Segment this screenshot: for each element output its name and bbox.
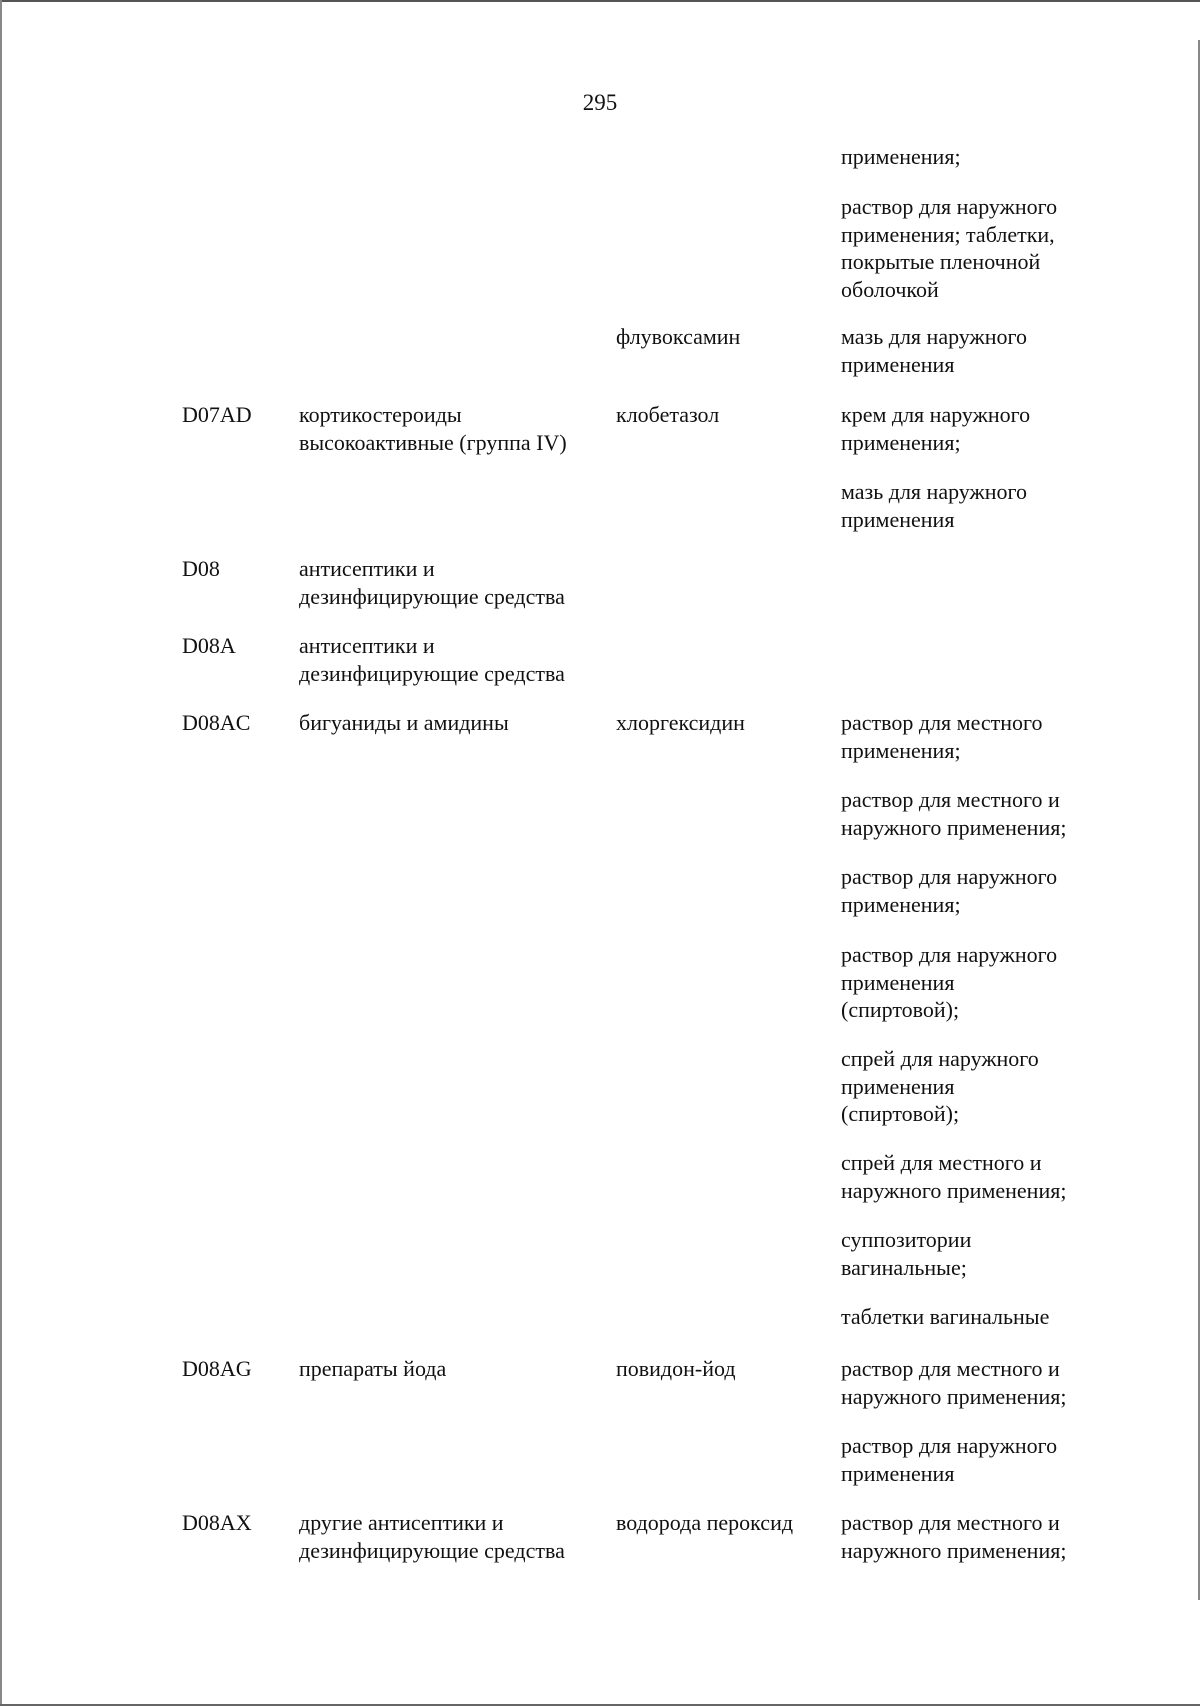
text-line: антисептики и xyxy=(299,633,435,658)
atc-group-name xyxy=(299,632,565,687)
text-line: дезинфицирующие средства xyxy=(299,660,565,686)
text-line: спрей для наружного xyxy=(841,1046,1039,1071)
atc-code: D07AD xyxy=(182,402,252,427)
text-line: раствор для местного xyxy=(841,710,1043,735)
text-line: применения xyxy=(841,1073,955,1099)
text-line: применения xyxy=(841,351,955,377)
text-line: раствор для наружного xyxy=(841,1433,1058,1458)
dosage-form xyxy=(841,1045,1039,1128)
dosage-form xyxy=(841,1355,1066,1410)
atc-group-name xyxy=(299,401,567,456)
dosage-form xyxy=(841,1432,1057,1487)
text-line: дезинфицирующие средства xyxy=(299,583,565,609)
drug-name: флувоксамин xyxy=(616,324,741,349)
text-line: препараты йода xyxy=(299,1356,447,1381)
dosage-form xyxy=(841,401,1030,456)
text-line: применения xyxy=(841,1460,955,1486)
dosage-form xyxy=(841,1509,1066,1564)
text-line: применения; xyxy=(841,144,961,169)
drug-name: водорода пероксид xyxy=(616,1510,794,1535)
text-line: суппозитории xyxy=(841,1227,972,1252)
atc-group-name xyxy=(299,555,565,610)
text-line: мазь для наружного xyxy=(841,324,1027,349)
text-line: раствор для наружного xyxy=(841,194,1058,219)
page-number: 295 xyxy=(582,90,618,115)
text-line: (спиртовой); xyxy=(841,1101,960,1126)
drug-name: повидон-йод xyxy=(616,1356,736,1381)
atc-code: D08AG xyxy=(182,1356,252,1381)
text-line: спрей для местного и xyxy=(841,1150,1042,1175)
atc-code: D08 xyxy=(182,556,220,581)
text-line: раствор для местного и xyxy=(841,1356,1060,1381)
text-line: (спиртовой); xyxy=(841,997,960,1022)
dosage-form xyxy=(841,786,1066,841)
text-line: вагинальные; xyxy=(841,1254,967,1280)
atc-code: D08A xyxy=(182,633,236,658)
text-line: применения; таблетки, xyxy=(841,221,1055,247)
atc-group-name xyxy=(299,1355,446,1383)
text-line: антисептики и xyxy=(299,556,435,581)
text-line: раствор для наружного xyxy=(841,864,1058,889)
drug-name: клобетазол xyxy=(616,402,720,427)
text-line: крем для наружного xyxy=(841,402,1031,427)
text-line: применения; xyxy=(841,891,961,917)
dosage-form xyxy=(841,1226,971,1281)
text-line: применения xyxy=(841,969,955,995)
text-line: раствор для наружного xyxy=(841,942,1058,967)
dosage-form xyxy=(841,941,1057,1024)
text-line: наружного применения; xyxy=(841,1177,1067,1203)
text-line: применения xyxy=(841,506,955,532)
text-line: кортикостероиды xyxy=(299,402,462,427)
text-line: оболочкой xyxy=(841,276,939,302)
atc-group-name xyxy=(299,1509,565,1564)
text-line: применения; xyxy=(841,737,961,763)
dosage-form xyxy=(841,863,1057,918)
dosage-form xyxy=(841,478,1027,533)
atc-group-name xyxy=(299,709,509,737)
atc-code: D08AX xyxy=(182,1510,252,1535)
text-line: раствор для местного и xyxy=(841,787,1060,812)
dosage-form xyxy=(841,1149,1066,1204)
text-line: покрытые пленочной xyxy=(841,249,1041,274)
atc-code: D08AC xyxy=(182,710,251,735)
text-line: раствор для местного и xyxy=(841,1510,1060,1535)
text-line: наружного применения; xyxy=(841,1383,1067,1409)
dosage-form xyxy=(841,143,961,171)
dosage-form xyxy=(841,1303,1049,1331)
text-line: наружного применения; xyxy=(841,814,1067,840)
dosage-form xyxy=(841,193,1057,303)
text-line: мазь для наружного xyxy=(841,479,1027,504)
drug-name: хлоргексидин xyxy=(616,710,745,735)
text-line: другие антисептики и xyxy=(299,1510,504,1535)
text-line: бигуаниды и амидины xyxy=(299,710,509,735)
text-line: дезинфицирующие средства xyxy=(299,1537,565,1563)
text-line: применения; xyxy=(841,429,961,455)
dosage-form xyxy=(841,323,1027,378)
text-line: наружного применения; xyxy=(841,1537,1067,1563)
dosage-form xyxy=(841,709,1043,764)
text-line: таблетки вагинальные xyxy=(841,1304,1050,1329)
text-line: высокоактивные (группа IV) xyxy=(299,429,567,455)
